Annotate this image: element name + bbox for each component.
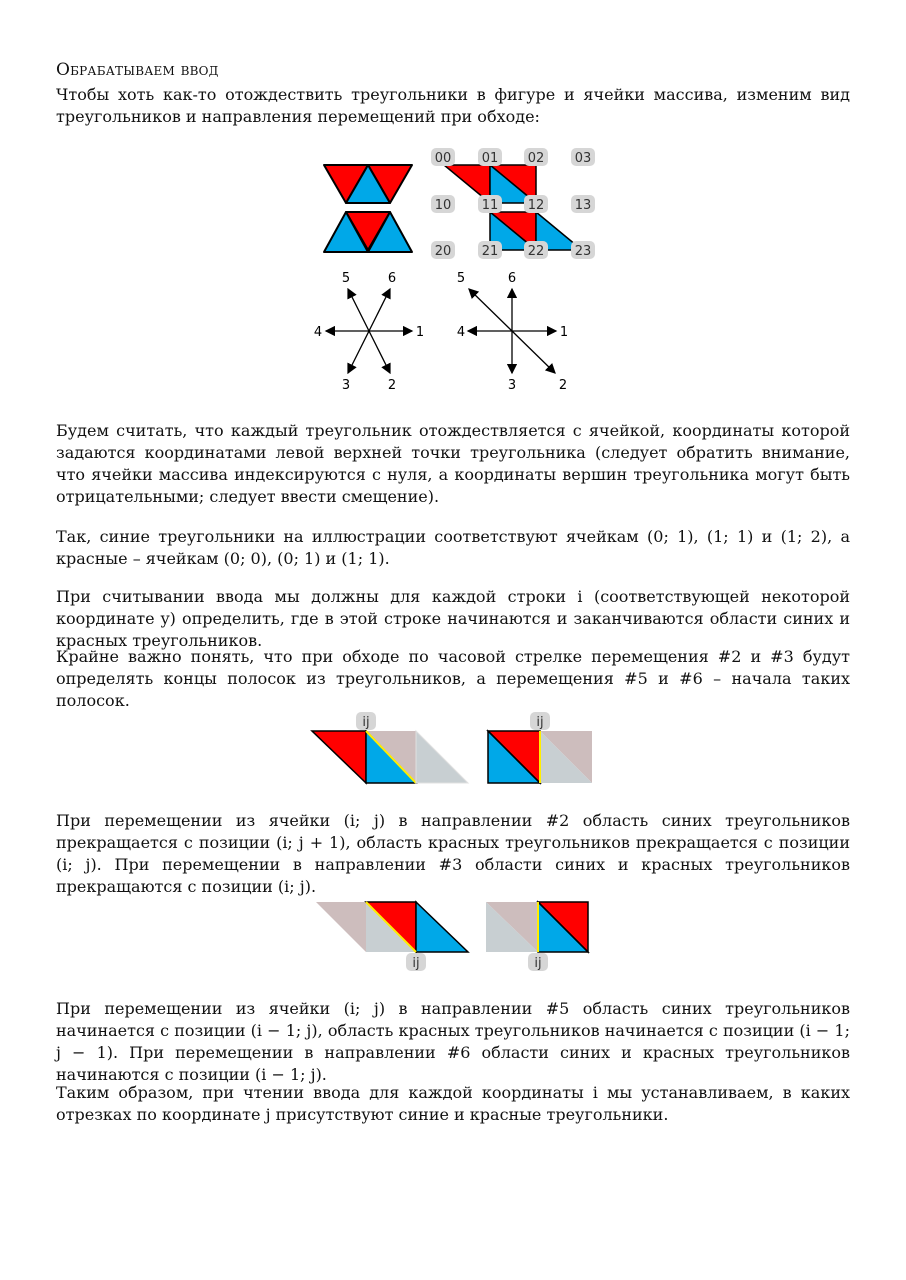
cell-label-00: 00: [434, 151, 452, 166]
cell-label-ij: ij: [412, 956, 420, 971]
paragraph-moves-5-6: При перемещении из ячейки (i; j) в направлении #5 область синих треугольников начинается с позиции (i − 1; j), область красных треугольников начинается с позиции (i − 1; j − 1). При перемещении в направлении #6 области синих и красных треугольников начинаются с позиции (i − 1; j).: [56, 999, 850, 1084]
figure-moves-5-6: [300, 890, 610, 975]
hex-dir-6: 6: [387, 271, 397, 286]
cell-label-23: 23: [574, 244, 592, 259]
grid-dir-2: 2: [558, 378, 568, 393]
figure-moves-2-3: [300, 705, 610, 790]
cell-label-21: 21: [481, 244, 499, 259]
paragraph-cell-identification: Будем считать, что каждый треугольник отождествляется с ячейкой, координаты которой задаются координатами левой верхней точки треугольника (следует обратить внимание, что ячейки массива индексируются с нуля, а координаты вершин треугольника могут быть отрицательными; следует ввести смещение).: [56, 421, 850, 506]
section-title: Обрабатываем ввод: [56, 60, 219, 80]
hex-directions-diagram: [326, 289, 412, 373]
paragraph-row-reading: При считывании ввода мы должны для каждой строки i (соответствующей некоторой координате y) определить, где в этой строке начинаются и заканчиваются области синих и красных треугольников.: [56, 587, 850, 650]
cell-label-11: 11: [481, 198, 499, 213]
grid-dir-6: 6: [507, 271, 517, 286]
hex-dir-1: 1: [415, 325, 425, 340]
move-5-diagram: [316, 902, 468, 971]
move-3-diagram: [488, 712, 592, 783]
cell-label-20: 20: [434, 244, 452, 259]
paragraph-clockwise-traversal: Крайне важно понять, что при обходе по часовой стрелке перемещения #2 и #3 будут определять концы полосок из треугольников, а перемещения #5 и #6 – начала таких полосок.: [56, 647, 850, 710]
move-6-diagram: [486, 902, 588, 971]
cell-label-12: 12: [527, 198, 545, 213]
hex-dir-3: 3: [341, 378, 351, 393]
hex-dir-2: 2: [387, 378, 397, 393]
original-triangles-figure: [324, 165, 412, 252]
hex-dir-4: 4: [313, 325, 323, 340]
cell-label-02: 02: [527, 151, 545, 166]
grid-dir-3: 3: [507, 378, 517, 393]
paragraph-moves-2-3: При перемещении из ячейки (i; j) в направлении #2 область синих треугольников прекращается с позиции (i; j + 1), область красных треугольников прекращается с позиции (i; j). При перемещении в направлении #3 области синих и красных треугольников прекращаются с позиции (i; j).: [56, 811, 850, 896]
cell-label-ij: ij: [534, 956, 542, 971]
paragraph-example-cells: Так, синие треугольники на иллюстрации соответствуют ячейкам (0; 1), (1; 1) и (1; 2), а красные – ячейкам (0; 0), (0; 1) и (1; 1).: [56, 527, 850, 568]
cell-label-22: 22: [527, 244, 545, 259]
cell-label-01: 01: [481, 151, 499, 166]
grid-dir-1: 1: [559, 325, 569, 340]
cell-label-13: 13: [574, 198, 592, 213]
paragraph-intro: Чтобы хоть как-то отождествить треугольники в фигуре и ячейки массива, изменим вид треугольников и направления перемещений при обходе:: [56, 85, 850, 126]
figure-triangle-mapping: [300, 140, 620, 400]
hex-dir-5: 5: [341, 271, 351, 286]
grid-dir-4: 4: [456, 325, 466, 340]
grid-dir-5: 5: [456, 271, 466, 286]
move-2-diagram: [312, 712, 468, 783]
cell-label-10: 10: [434, 198, 452, 213]
cell-label-ij: ij: [362, 715, 370, 730]
grid-triangles-figure: [444, 165, 582, 250]
cell-label-03: 03: [574, 151, 592, 166]
grid-directions-diagram: [468, 289, 556, 373]
paragraph-conclusion: Таким образом, при чтении ввода для каждой координаты i мы устанавливаем, в каких отрезках по координате j присутствуют синие и красные треугольники.: [56, 1083, 850, 1124]
cell-label-ij: ij: [536, 715, 544, 730]
